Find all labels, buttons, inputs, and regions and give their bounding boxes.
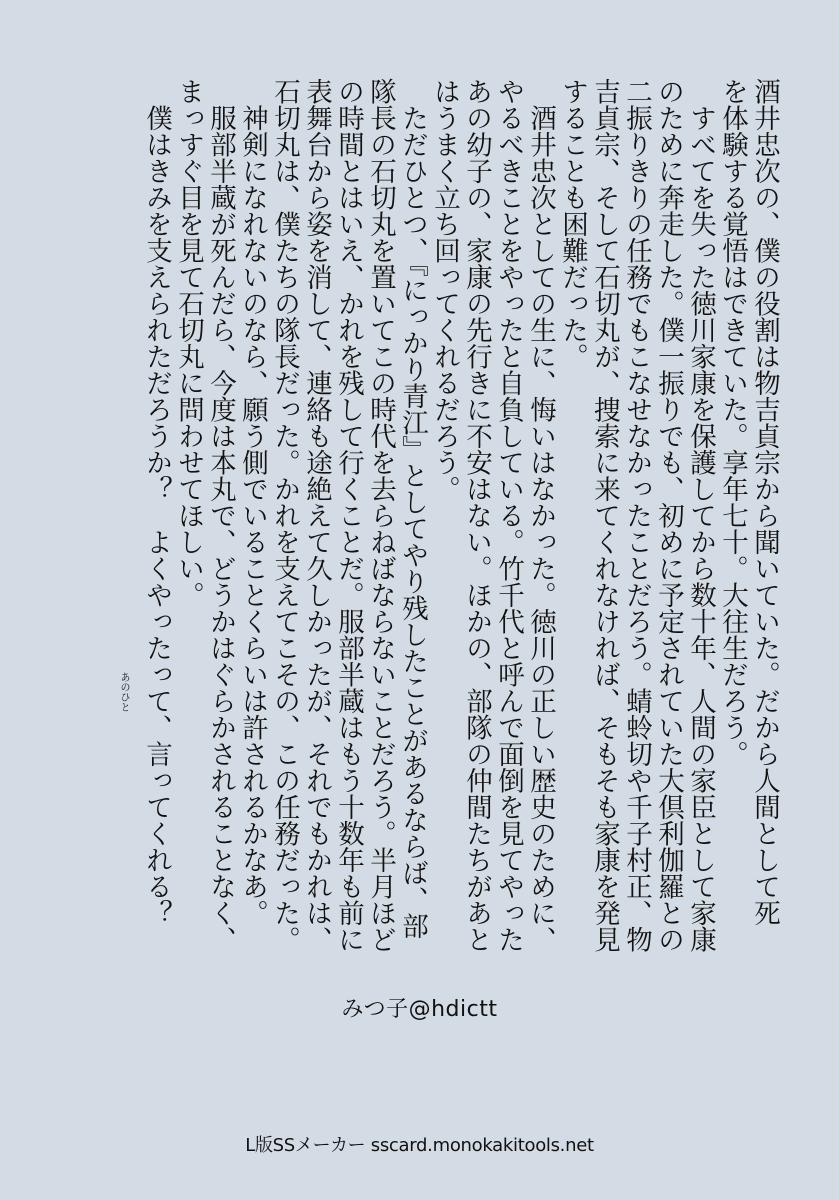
ruby-annotation: あのひと — [118, 672, 129, 712]
story-line: 隊長の石切丸を置いてこの時代を去らねばならないことだろう。半月ほど — [365, 78, 396, 953]
story-line: 表舞台から姿を消して、連絡も途絶えて久しかったが、それでもかれは、 — [301, 78, 332, 953]
story-line: のために奔走した。僕一振りでも、初めに予定されていた大倶利伽羅との — [653, 78, 684, 953]
story-line: することも困難だった。 — [557, 78, 588, 370]
story-line: やるべきことをやったと自負している。竹千代と呼んで面倒を見てやった — [493, 78, 524, 953]
story-line: 石切丸は、僕たちの隊長だった。かれを支えてこその、この任務だった。 — [269, 78, 300, 953]
story-line: 僕はきみを支えられただろうか？ よくやったって、言ってくれる？ — [141, 78, 172, 926]
story-line: 吉貞宗、そして石切丸が、捜索に来てくれなければ、そもそも家康を発見 — [589, 78, 620, 953]
story-line: の時間とはいえ、かれを残して行くことだ。服部半蔵はもう十数年も前に — [333, 78, 364, 953]
story-line: あの幼子の、家康の先行きに不安はない。ほかの、部隊の仲間たちがあと — [461, 78, 492, 953]
story-line: 二振りきりの任務でもこなせなかったことだろう。蜻蛉切や千子村正、物 — [621, 78, 652, 953]
story-text-block — [60, 78, 780, 968]
story-line: 酒井忠次の、僕の役割は物吉貞宗から聞いていた。だから人間として死 — [749, 78, 780, 926]
story-line: ただひとつ、『にっかり青江』としてやり残したことがあるならば、部 — [397, 78, 428, 940]
author-credit: みつ子@hdictt — [341, 997, 498, 1022]
story-line: を体験する覚悟はできていた。享年七十。大往生だろう。 — [717, 78, 748, 767]
story-line: はうまく立ち回ってくれるだろう。 — [429, 78, 460, 502]
story-body — [140, 78, 780, 968]
story-line: 酒井忠次としての生に、悔いはなかった。徳川の正しい歴史のために、 — [525, 78, 556, 953]
story-line: すべてを失った徳川家康を保護してから数十年、人間の家臣として家康 — [685, 78, 716, 953]
footer-credit: L版SSメーカー sscard.monokakitools.net — [245, 1135, 594, 1156]
story-line: 服部半蔵が死んだら、今度は本丸で、どうかはぐらかされることなく、 — [205, 78, 236, 953]
story-line: まっすぐ目を見て石切丸に問わせてほしい。 — [173, 78, 204, 608]
story-line: 神剣になれないのなら、願う側でいることくらいは許されるかなあ。 — [237, 78, 268, 926]
